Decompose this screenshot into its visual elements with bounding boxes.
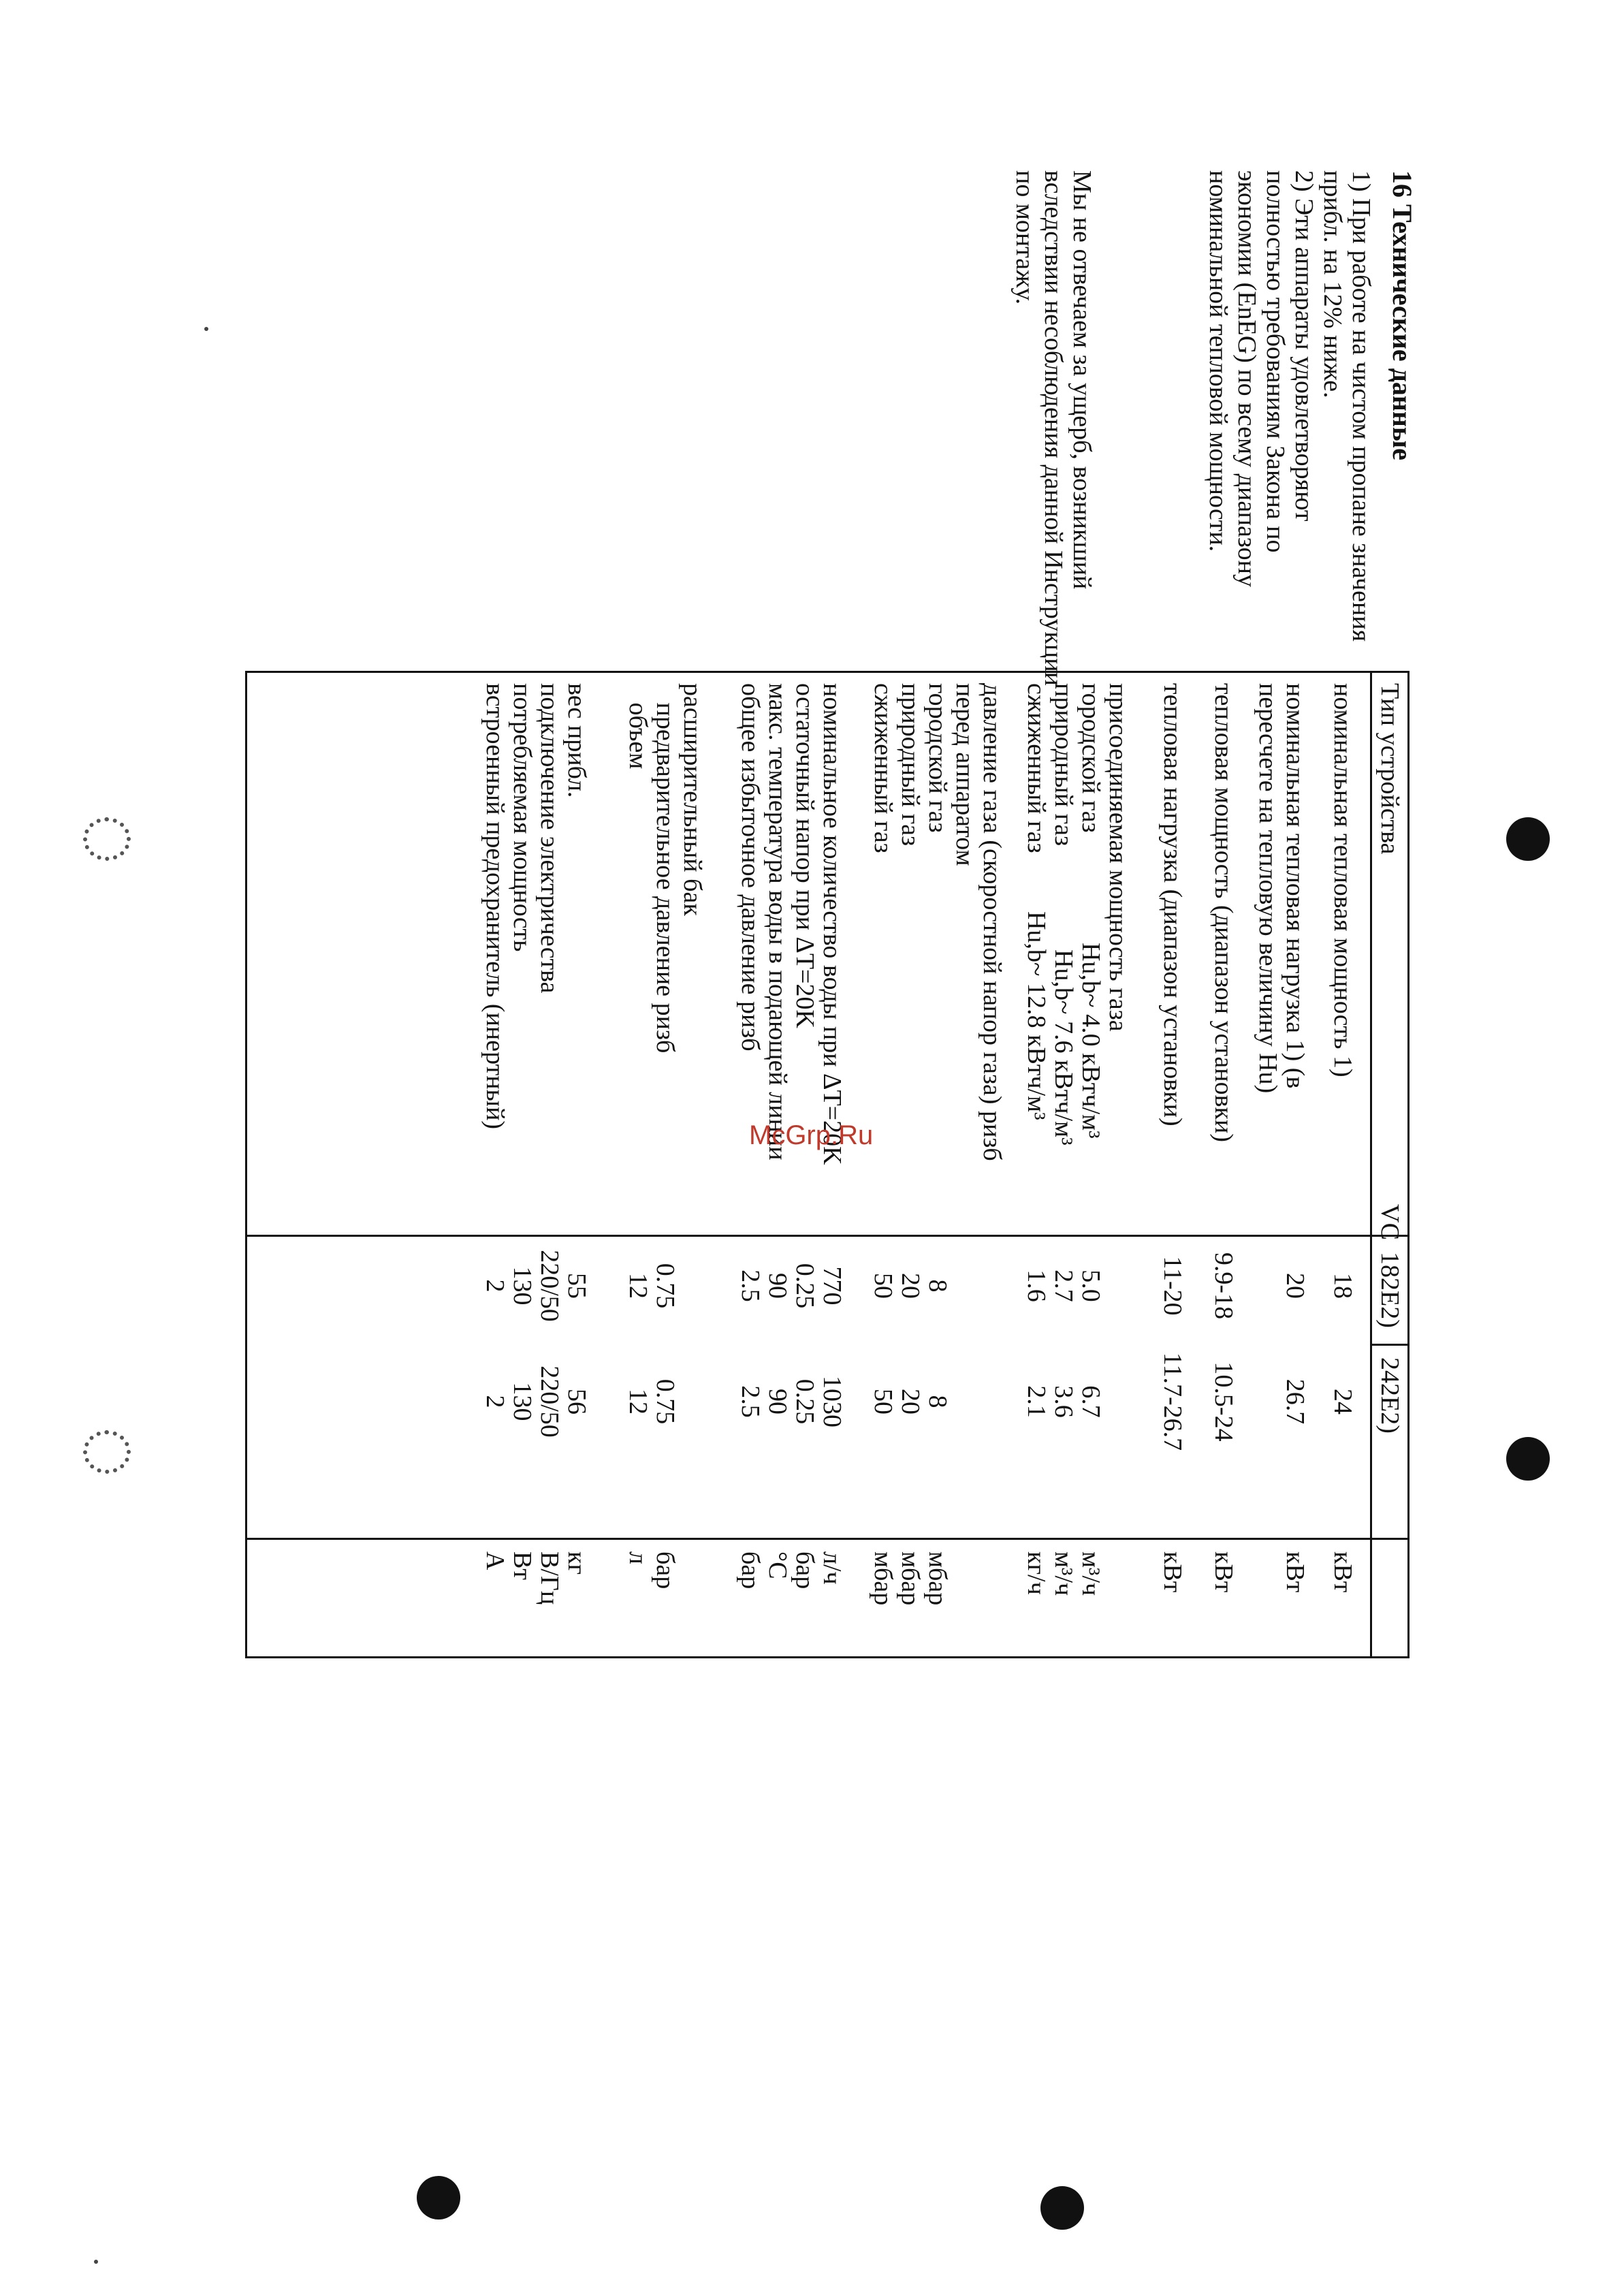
unit: бар л xyxy=(624,1551,680,1590)
watermark: McGrp.Ru xyxy=(749,1120,874,1150)
value-242: 24 xyxy=(1328,1389,1357,1415)
value-182: 770 0.25 90 2.5 xyxy=(736,1263,846,1309)
rotated-content xyxy=(191,163,1416,1730)
value-242: 26.7 xyxy=(1281,1378,1309,1425)
speck-icon xyxy=(94,2260,98,2264)
footnotes xyxy=(1204,170,1375,647)
smudge-icon xyxy=(83,1430,131,1474)
liability-text: Мы не отвечаем за ущерб, возникший вследствии несоблюдения данной Инструкции по монтажу. xyxy=(1010,170,1096,686)
value-242: 8 20 50 xyxy=(869,1389,952,1415)
unit: м³/ч м³/ч кг/ч xyxy=(1022,1551,1105,1596)
footnote-1: 1) При работе на чистом пропане значения прибл. на 12% ниже. xyxy=(1318,170,1375,642)
table-header xyxy=(1370,673,1407,1656)
row-label: номинальная тепловая нагрузка 1) (в пересчете на тепловую величину Hu) xyxy=(1254,683,1309,1094)
row-label: вес прибл. подключение электричества потребляемая мощность встроенный предохранитель (инертный) xyxy=(481,683,591,1130)
header-divider xyxy=(1372,1344,1407,1346)
header-model-182: 182E2) xyxy=(1375,1252,1404,1328)
column-divider-1 xyxy=(247,1235,1407,1237)
punch-hole-icon xyxy=(417,2176,460,2220)
row-label: номинальное количество воды при ΔT=20K остаточный напор при ΔT=20K макс. температура воды в подающей линии общее избыточное давление pизб xyxy=(736,683,846,1165)
row-label: тепловая мощность (диапазон установки) xyxy=(1209,683,1238,1142)
value-182: 5.0 2.7 1.6 xyxy=(1022,1269,1105,1302)
column-divider-2 xyxy=(247,1538,1407,1540)
liability-notice xyxy=(1010,170,1096,688)
punch-hole-icon xyxy=(1040,2186,1084,2230)
row-label: номинальная тепловая мощность 1) xyxy=(1328,683,1357,1077)
value-182: 9.9-18 xyxy=(1209,1252,1238,1320)
punch-hole-icon xyxy=(1506,1437,1550,1481)
value-182: 18 xyxy=(1328,1273,1357,1299)
unit: кВт xyxy=(1281,1551,1309,1593)
speck-icon xyxy=(204,327,208,331)
value-242: 11.7-26.7 xyxy=(1158,1352,1187,1451)
technical-data-table xyxy=(245,671,1410,1658)
unit: л/ч бар °C бар xyxy=(736,1551,846,1590)
row-label: расширительный бак предварительное давление pизб объем xyxy=(624,683,707,1054)
row-label: тепловая нагрузка (диапазон установки) xyxy=(1158,683,1187,1126)
value-242: 56 220/50 130 2 xyxy=(481,1365,591,1438)
header-model-242: 242E2) xyxy=(1375,1357,1404,1434)
value-182: 11-20 xyxy=(1158,1256,1187,1316)
value-242: 6.7 3.6 2.1 xyxy=(1022,1385,1105,1418)
footnote-2: 2) Эти аппараты удовлетворяют полностью требованиям Закона по экономии (EnEG) по всему диапазону номинальной тепловой мощности. xyxy=(1204,170,1318,588)
smudge-icon xyxy=(83,817,131,861)
unit: кВт xyxy=(1158,1551,1187,1593)
row-label: давление газа (скоростной напор газа) pизб перед аппаратом городской газ природный газ сжиженный газ xyxy=(869,683,1006,1161)
unit: кВт xyxy=(1328,1551,1357,1593)
value-182: 0.75 12 xyxy=(624,1263,680,1309)
value-242: 0.75 12 xyxy=(624,1378,680,1425)
punch-hole-icon xyxy=(1506,817,1550,861)
value-242: 10.5-24 xyxy=(1209,1361,1238,1442)
unit: мбар мбар мбар xyxy=(869,1551,952,1606)
header-device-type: Тип устройства xyxy=(1375,683,1404,855)
value-182: 20 xyxy=(1281,1273,1309,1299)
row-label: присоединяемая мощность газа городской газ Hu,b~ 4.0 кВтч/м³ природный газ Hu,b~ 7.6 кВтч/м³ сжиженный газ Hu,b~ 12.8 кВтч/м³ xyxy=(1022,683,1132,1146)
value-182: 8 20 50 xyxy=(869,1273,952,1299)
unit: кг В/Гц Вт А xyxy=(481,1551,591,1605)
value-242: 1030 0.25 90 2.5 xyxy=(736,1376,846,1427)
header-vc: VC xyxy=(1375,1204,1404,1240)
section-heading: 16 Технические данные xyxy=(1387,170,1418,460)
unit: кВт xyxy=(1209,1551,1238,1593)
value-182: 55 220/50 130 2 xyxy=(481,1250,591,1322)
